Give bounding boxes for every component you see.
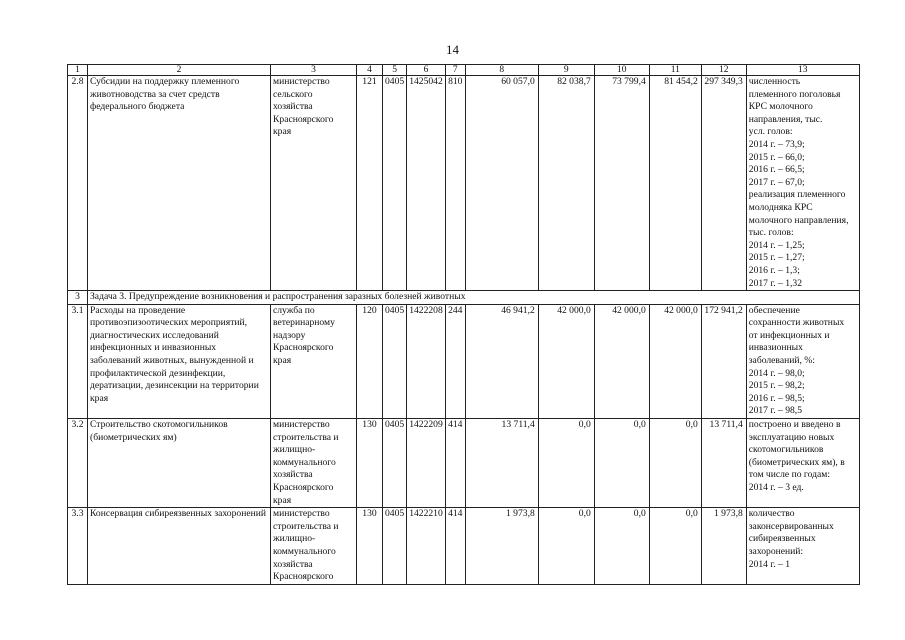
grbs-code: 121: [357, 76, 383, 291]
column-header: 9: [538, 65, 594, 76]
column-header: 13: [746, 65, 859, 76]
table-row: [68, 304, 860, 418]
expense-type: 244: [445, 304, 465, 418]
expected-result: построено и введено в эксплуатацию новых скотомогильников (биометрических ям), в том числе по годам: 2014 г. – 3 ед.: [746, 419, 859, 508]
amount-2014: 1 973,8: [465, 508, 538, 585]
activity-name: Субсидии на поддержку племенного животноводства за счет средств федерального бюджета: [88, 76, 271, 291]
target-code: 1422208: [407, 304, 446, 418]
task-title: Задача 3. Предупреждение возникновения и распространения заразных болезней животных: [88, 291, 860, 305]
column-header: 1: [68, 65, 88, 76]
amount-2014: 46 941,2: [465, 304, 538, 418]
activity-name: Расходы на проведение противоэпизоотических мероприятий, диагностических исследований инфекционных и инвазионных заболеваний животных, вынужденной и профилактической дезинфекции, дератизации, дезинсекции на территории края: [88, 304, 271, 418]
amount-2017: 0,0: [649, 508, 701, 585]
amount-total: 13 711,4: [701, 419, 746, 508]
table-row: [68, 76, 860, 291]
program-activities-table: [67, 64, 860, 585]
column-header: 7: [445, 65, 465, 76]
amount-2015: 82 038,7: [538, 76, 594, 291]
table-row: [68, 508, 860, 585]
column-header: 8: [465, 65, 538, 76]
expense-type: 414: [445, 419, 465, 508]
amount-total: 172 941,2: [701, 304, 746, 418]
amount-2014: 13 711,4: [465, 419, 538, 508]
row-number: 2.8: [68, 76, 88, 291]
expected-result: обеспечение сохранности животных от инфекционных и инвазионных заболеваний, %: 2014 г. – 98,0; 2015 г. – 98,2; 2016 г. – 98,5; 2017 г. – 98,5: [746, 304, 859, 418]
row-number: 3: [68, 291, 88, 305]
column-header: 5: [383, 65, 407, 76]
row-number: 3.1: [68, 304, 88, 418]
amount-2016: 73 799,4: [594, 76, 649, 291]
amount-2016: 0,0: [594, 419, 649, 508]
target-code: 1422210: [407, 508, 446, 585]
row-number: 3.3: [68, 508, 88, 585]
grbs-code: 120: [357, 304, 383, 418]
section-code: 0405: [383, 419, 407, 508]
responsible-org: министерство строительства и жилищно- коммунального хозяйства Красноярского: [271, 508, 357, 585]
expense-type: 414: [445, 508, 465, 585]
amount-2017: 42 000,0: [649, 304, 701, 418]
grbs-code: 130: [357, 508, 383, 585]
target-code: 1425042: [407, 76, 446, 291]
expense-type: 810: [445, 76, 465, 291]
activity-name: Консервация сибиреязвенных захоронений: [88, 508, 271, 585]
grbs-code: 130: [357, 419, 383, 508]
amount-2016: 42 000,0: [594, 304, 649, 418]
section-code: 0405: [383, 304, 407, 418]
column-header: 3: [271, 65, 357, 76]
amount-2017: 81 454,2: [649, 76, 701, 291]
responsible-org: служба по ветеринарному надзору Красноярского края: [271, 304, 357, 418]
target-code: 1422209: [407, 419, 446, 508]
column-header: 12: [701, 65, 746, 76]
table-row: [68, 419, 860, 508]
column-numbers-row: [68, 65, 860, 76]
responsible-org: министерство сельского хозяйства Красноярского края: [271, 76, 357, 291]
column-header: 10: [594, 65, 649, 76]
column-header: 4: [357, 65, 383, 76]
column-header: 11: [649, 65, 701, 76]
amount-total: 297 349,3: [701, 76, 746, 291]
column-header: 6: [407, 65, 446, 76]
expected-result: численность племенного поголовья КРС молочного направления, тыс. усл. голов: 2014 г. – 73,9; 2015 г. – 66,0; 2016 г. – 66,5; 2017 г. – 67,0; реализация племенного молодняка КРС молочного направления, тыс. голов: 2014 г. – 1,25; 2015 г. – 1,27; 2016 г. – 1,3; 2017 г. – 1,32: [746, 76, 859, 291]
amount-total: 1 973,8: [701, 508, 746, 585]
amount-2017: 0,0: [649, 419, 701, 508]
section-code: 0405: [383, 76, 407, 291]
column-header: 2: [88, 65, 271, 76]
responsible-org: министерство строительства и жилищно- коммунального хозяйства Красноярского края: [271, 419, 357, 508]
activity-name: Строительство скотомогильников (биометрических ям): [88, 419, 271, 508]
amount-2015: 42 000,0: [538, 304, 594, 418]
page-number: 14: [446, 42, 459, 57]
expected-result: количество законсервированных сибиреязвенных захоронений: 2014 г. – 1: [746, 508, 859, 585]
amount-2015: 0,0: [538, 419, 594, 508]
section-code: 0405: [383, 508, 407, 585]
row-number: 3.2: [68, 419, 88, 508]
task-row: [68, 291, 860, 305]
amount-2014: 60 057,0: [465, 76, 538, 291]
amount-2016: 0,0: [594, 508, 649, 585]
amount-2015: 0,0: [538, 508, 594, 585]
